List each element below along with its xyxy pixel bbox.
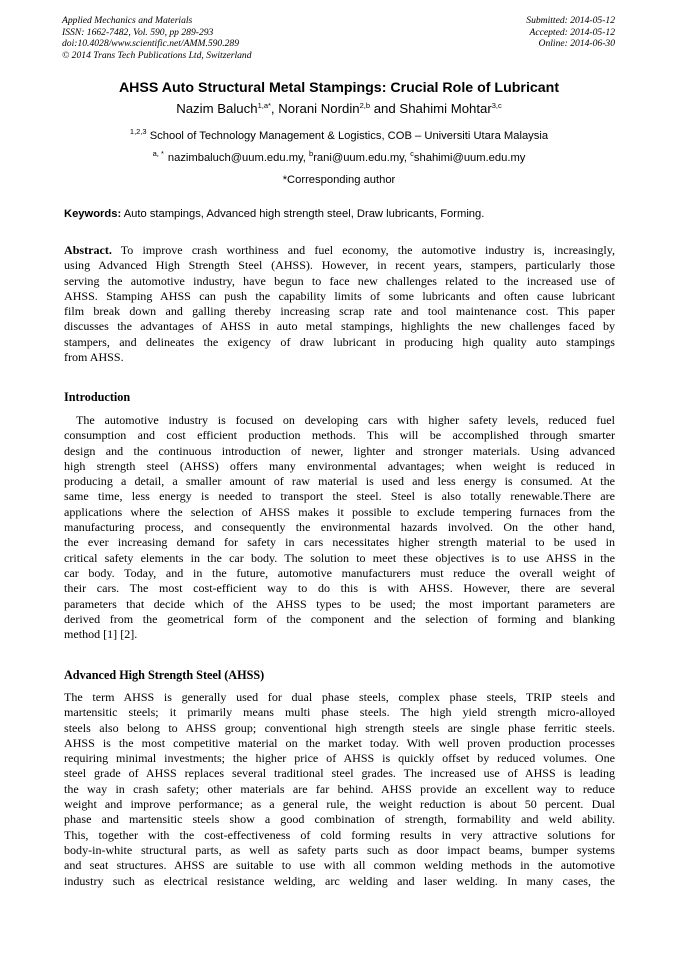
author-superscript: 3,c — [491, 101, 502, 110]
abstract-label: Abstract. — [64, 243, 112, 257]
text-line: consumption and cost efficient production methods. This will be accomplished through smarter — [64, 428, 615, 443]
email-link[interactable]: shahimi@uum.edu.my — [413, 152, 526, 164]
affiliation-text: School of Technology Management & Logistics, COB – Universiti Utara Malaysia — [146, 130, 549, 142]
email-link[interactable]: rani@uum.edu.my, — [313, 152, 408, 164]
keywords-text: Auto stampings, Advanced high strength steel, Draw lubricants, Forming. — [121, 208, 485, 220]
online-date: Online: 2014-06-30 — [538, 38, 615, 50]
author-name: Nazim Baluch — [176, 101, 258, 116]
submitted-date: Submitted: 2014-05-12 — [526, 15, 615, 26]
author-emails — [0, 149, 678, 164]
text-line: design and the continuous introduction of newer, lighter and stronger materials. Using advanced — [64, 443, 615, 458]
author-separator: and — [370, 101, 400, 116]
text-line: discusses the advantages of AHSS in auto metal stampings, highlights the new challenges faced by — [64, 319, 615, 334]
author-superscript: 2,b — [359, 101, 371, 110]
keywords-label: Keywords: — [64, 208, 122, 220]
journal-name: Applied Mechanics and Materials — [62, 15, 193, 26]
text-line: phase and martensitic steels show a good combination of strength, formability and weld ability. — [64, 812, 615, 827]
keywords — [64, 208, 616, 220]
text-line: serving the automotive industry, have begun to face new challenges related to the increased use of — [64, 273, 615, 288]
text-line: Abstract. To improve crash worthiness and fuel economy, the automotive industry is, increasingly, — [64, 243, 615, 257]
text-line: method [1] [2]. — [64, 627, 138, 642]
email-link[interactable]: nazimbaluch@uum.edu.my, — [167, 152, 306, 164]
text-line: from AHSS. — [64, 350, 124, 365]
text-line: The automotive industry is focused on developing cars with higher safety levels, reduced fuel — [76, 413, 615, 427]
section-heading-ahss: Advanced High Strength Steel (AHSS) — [64, 668, 265, 682]
author-superscript: 1,a* — [257, 101, 271, 110]
journal-header — [62, 15, 252, 61]
author-line — [0, 101, 678, 116]
accepted-date: Accepted: 2014-05-12 — [529, 26, 615, 38]
text-line: requiring minimal investments; the higher price of AHSS is quickly offset by reduced volumes. One — [64, 751, 615, 766]
paper-title: AHSS Auto Structural Metal Stampings: Crucial Role of Lubricant — [118, 80, 560, 96]
text-line: industry such as electrical resistance welding, arc welding and laser welding. In many cases, the — [64, 873, 615, 888]
text-line: derived from the geometrical form of the component and the selection of forming and blanking — [64, 611, 615, 626]
email-superscript: b — [309, 149, 314, 158]
email-superscript: a, * — [152, 149, 164, 158]
text-line: and seat structures. AHSS are suitable to use with all common welding methods in the automotive — [64, 858, 615, 873]
text-line: high strength steel (AHSS) offers many environmental advantages; when weight is reduced in — [64, 458, 615, 473]
ahss-body — [64, 690, 615, 889]
text-line: car body. Today, and in the future, automotive manufacturers must reduce the overall weight of — [64, 565, 615, 580]
text-line: The term AHSS is generally used for dual phase steels, complex phase steels, TRIP steels and — [64, 690, 615, 704]
affiliation-superscript: 1,2,3 — [129, 127, 147, 136]
text-line: steels also belong to AHSS group; conventional high strength steels are single phase ferritic steels. — [64, 720, 615, 735]
text-line: applications where the selection of AHSS makes it possible to exclude tempering furnaces from the — [64, 504, 615, 519]
text-line: stampers, and delineates the exigency of draw lubricant in producing high quality auto stampings — [64, 334, 615, 349]
journal-issn: ISSN: 1662-7482, Vol. 590, pp 289-293 — [62, 26, 214, 38]
text-line: the ever increasing demand for safety in cars necessitates higher strength material to be used in — [64, 535, 615, 550]
text-line: AHSS. Stamping AHSS can push the capability limits of some lubricants and often cause lubricant — [64, 288, 615, 303]
abstract — [64, 243, 615, 365]
journal-copyright: © 2014 Trans Tech Publications Ltd, Switzerland — [62, 49, 252, 61]
section-heading-introduction: Introduction — [64, 390, 131, 404]
text-line: manufacturing process, and consequently the environmental hazards involved. On the other hand, — [64, 520, 615, 535]
author-name: Norani Nordin — [278, 101, 360, 116]
text-line: the way in crash safety; other materials are far behind. AHSS provide an excellent way to reduce — [64, 781, 615, 796]
text-line: producing a detail, a smaller amount of raw material is used and less energy is consumed. At the — [64, 474, 615, 489]
text-line: AHSS is the most competitive material on the market today. With well proven production processes — [64, 735, 615, 750]
text-line: using Advanced High Strength Steel (AHSS). However, in recent years, stampers, particularly those — [64, 258, 615, 273]
corresponding-author-note: *Corresponding author — [282, 174, 396, 186]
introduction-body — [64, 413, 615, 642]
text-line: body-in-white structural parts, as well as safety parts such as door impact beams, bumper systems — [64, 842, 615, 857]
affiliation — [0, 127, 678, 142]
text-line: This, together with the cost-effectiveness of cold forming results in very attractive solutions for — [64, 827, 615, 842]
text-line: same time, less energy is needed to transport the steel. Steel is also totally renewable.There are — [64, 489, 615, 504]
text-line: parameters that decide which of the AHSS types to be used; the most important parameters are — [64, 596, 615, 611]
submission-dates — [526, 15, 615, 50]
author-name: Shahimi Mohtar — [399, 101, 492, 116]
author-separator: , — [270, 101, 279, 116]
text-line: weight and improve performance; as a general rule, the weight reduction is about 50 percent. Dual — [64, 797, 615, 812]
email-superscript: c — [410, 149, 414, 158]
text-line: film break down and galling thereby increasing scrap rate and tool maintenance cost. This paper — [64, 304, 615, 319]
text-line: their cars. The most cost-efficient way to do this is with AHSS. However, there are several — [64, 581, 615, 596]
text-line: steel grade of AHSS replaces several traditional steel grades. The increased use of AHSS is leading — [64, 766, 615, 781]
journal-doi: doi:10.4028/www.scientific.net/AMM.590.289 — [62, 38, 240, 50]
text-line: critical safety elements in the car body. The solution to meet these objectives is to use AHSS in the — [64, 550, 615, 565]
text-line: martensitic steels; it primarily means multi phase steels. The high yield strength micro-alloyed — [64, 705, 615, 720]
